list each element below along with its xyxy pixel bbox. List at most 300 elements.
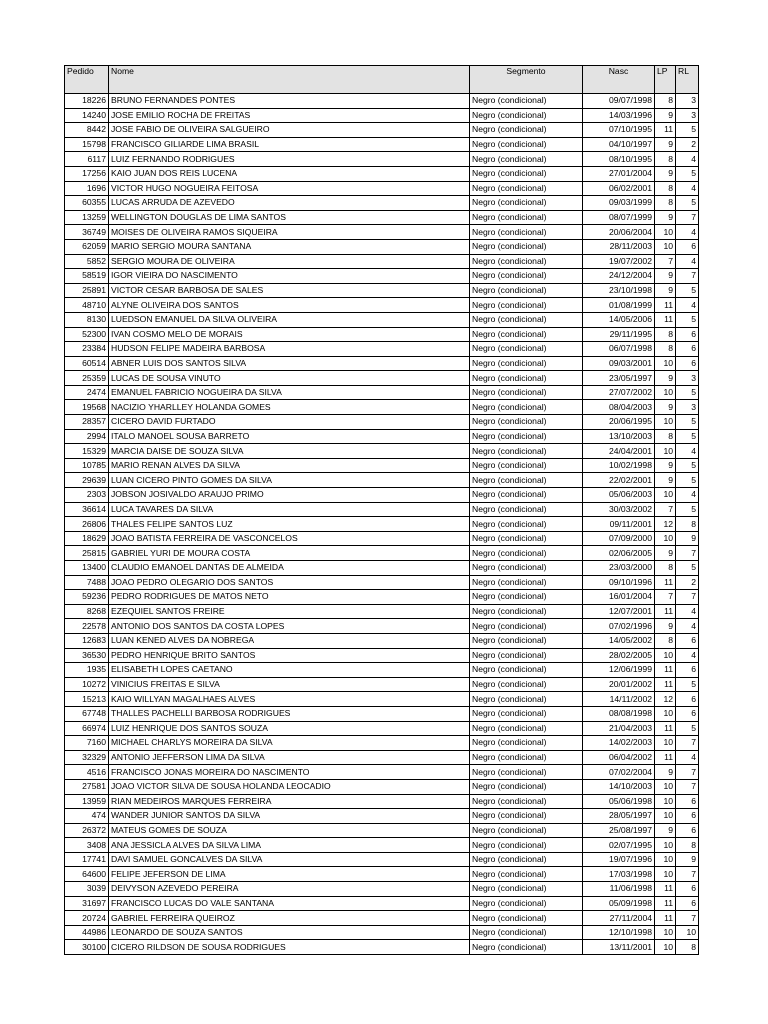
cell-segmento: Negro (condicional) bbox=[470, 779, 583, 794]
cell-pedido: 64600 bbox=[65, 867, 109, 882]
cell-rl: 4 bbox=[676, 488, 699, 503]
cell-rl: 4 bbox=[676, 619, 699, 634]
cell-rl: 4 bbox=[676, 444, 699, 459]
cell-rl: 2 bbox=[676, 137, 699, 152]
cell-nome: MATEUS GOMES DE SOUZA bbox=[109, 823, 470, 838]
cell-lp: 12 bbox=[655, 692, 676, 707]
cell-nasc: 06/07/1998 bbox=[583, 342, 655, 357]
cell-segmento: Negro (condicional) bbox=[470, 254, 583, 269]
table-row bbox=[65, 502, 699, 517]
cell-nasc: 16/01/2004 bbox=[583, 590, 655, 605]
table-row bbox=[65, 604, 699, 619]
cell-lp: 8 bbox=[655, 429, 676, 444]
cell-nome: JOBSON JOSIVALDO ARAUJO PRIMO bbox=[109, 488, 470, 503]
table-row bbox=[65, 940, 699, 955]
cell-pedido: 12683 bbox=[65, 633, 109, 648]
cell-segmento: Negro (condicional) bbox=[470, 750, 583, 765]
table-row bbox=[65, 356, 699, 371]
table-row bbox=[65, 488, 699, 503]
cell-nome: ANTONIO JEFFERSON LIMA DA SILVA bbox=[109, 750, 470, 765]
cell-pedido: 1696 bbox=[65, 181, 109, 196]
cell-rl: 6 bbox=[676, 794, 699, 809]
cell-nome: FRANCISCO GILIARDE LIMA BRASIL bbox=[109, 137, 470, 152]
cell-pedido: 8130 bbox=[65, 312, 109, 327]
cell-segmento: Negro (condicional) bbox=[470, 298, 583, 313]
table-row bbox=[65, 706, 699, 721]
cell-pedido: 27581 bbox=[65, 779, 109, 794]
cell-rl: 7 bbox=[676, 546, 699, 561]
cell-nasc: 09/11/2001 bbox=[583, 517, 655, 532]
cell-pedido: 3408 bbox=[65, 838, 109, 853]
cell-segmento: Negro (condicional) bbox=[470, 911, 583, 926]
table-row bbox=[65, 692, 699, 707]
cell-pedido: 48710 bbox=[65, 298, 109, 313]
cell-nasc: 23/03/2000 bbox=[583, 561, 655, 576]
cell-rl: 8 bbox=[676, 517, 699, 532]
table-row bbox=[65, 531, 699, 546]
cell-nasc: 22/02/2001 bbox=[583, 473, 655, 488]
cell-nome: FRANCISCO LUCAS DO VALE SANTANA bbox=[109, 896, 470, 911]
table-row bbox=[65, 896, 699, 911]
cell-nasc: 20/06/2004 bbox=[583, 225, 655, 240]
cell-lp: 10 bbox=[655, 838, 676, 853]
cell-rl: 7 bbox=[676, 779, 699, 794]
cell-nasc: 14/05/2006 bbox=[583, 312, 655, 327]
table-row bbox=[65, 327, 699, 342]
cell-pedido: 44986 bbox=[65, 925, 109, 940]
cell-pedido: 19568 bbox=[65, 400, 109, 415]
table-row bbox=[65, 809, 699, 824]
cell-nome: MOISES DE OLIVEIRA RAMOS SIQUEIRA bbox=[109, 225, 470, 240]
cell-lp: 8 bbox=[655, 342, 676, 357]
cell-lp: 11 bbox=[655, 312, 676, 327]
table-row bbox=[65, 152, 699, 167]
cell-pedido: 60355 bbox=[65, 196, 109, 211]
cell-segmento: Negro (condicional) bbox=[470, 838, 583, 853]
cell-pedido: 23384 bbox=[65, 342, 109, 357]
cell-lp: 8 bbox=[655, 633, 676, 648]
cell-lp: 8 bbox=[655, 196, 676, 211]
cell-nome: LEONARDO DE SOUZA SANTOS bbox=[109, 925, 470, 940]
table-row bbox=[65, 925, 699, 940]
cell-lp: 8 bbox=[655, 94, 676, 109]
cell-nome: VICTOR HUGO NOGUEIRA FEITOSA bbox=[109, 181, 470, 196]
cell-rl: 6 bbox=[676, 356, 699, 371]
cell-pedido: 59236 bbox=[65, 590, 109, 605]
table-row bbox=[65, 108, 699, 123]
cell-rl: 7 bbox=[676, 765, 699, 780]
cell-nome: ELISABETH LOPES CAETANO bbox=[109, 663, 470, 678]
cell-lp: 10 bbox=[655, 385, 676, 400]
cell-segmento: Negro (condicional) bbox=[470, 940, 583, 955]
cell-nasc: 07/02/2004 bbox=[583, 765, 655, 780]
cell-nome: JOSE FABIO DE OLIVEIRA SALGUEIRO bbox=[109, 123, 470, 138]
cell-rl: 7 bbox=[676, 911, 699, 926]
table-row bbox=[65, 882, 699, 897]
cell-pedido: 4516 bbox=[65, 765, 109, 780]
cell-rl: 5 bbox=[676, 561, 699, 576]
cell-nome: ANTONIO DOS SANTOS DA COSTA LOPES bbox=[109, 619, 470, 634]
table-row bbox=[65, 94, 699, 109]
cell-rl: 7 bbox=[676, 210, 699, 225]
cell-rl: 4 bbox=[676, 254, 699, 269]
cell-lp: 10 bbox=[655, 852, 676, 867]
cell-lp: 7 bbox=[655, 502, 676, 517]
cell-lp: 10 bbox=[655, 925, 676, 940]
cell-rl: 6 bbox=[676, 823, 699, 838]
cell-lp: 10 bbox=[655, 356, 676, 371]
cell-lp: 11 bbox=[655, 123, 676, 138]
cell-segmento: Negro (condicional) bbox=[470, 312, 583, 327]
cell-rl: 4 bbox=[676, 181, 699, 196]
cell-segmento: Negro (condicional) bbox=[470, 531, 583, 546]
cell-lp: 10 bbox=[655, 794, 676, 809]
cell-nasc: 21/04/2003 bbox=[583, 721, 655, 736]
cell-rl: 4 bbox=[676, 225, 699, 240]
cell-pedido: 3039 bbox=[65, 882, 109, 897]
cell-nasc: 27/01/2004 bbox=[583, 166, 655, 181]
cell-rl: 4 bbox=[676, 750, 699, 765]
cell-nasc: 09/03/2001 bbox=[583, 356, 655, 371]
cell-rl: 5 bbox=[676, 429, 699, 444]
cell-nome: NACIZIO YHARLLEY HOLANDA GOMES bbox=[109, 400, 470, 415]
cell-pedido: 7160 bbox=[65, 736, 109, 751]
cell-rl: 5 bbox=[676, 123, 699, 138]
cell-rl: 5 bbox=[676, 458, 699, 473]
cell-nasc: 05/06/2003 bbox=[583, 488, 655, 503]
cell-segmento: Negro (condicional) bbox=[470, 648, 583, 663]
cell-nome: LUIZ HENRIQUE DOS SANTOS SOUZA bbox=[109, 721, 470, 736]
cell-pedido: 36530 bbox=[65, 648, 109, 663]
cell-lp: 9 bbox=[655, 283, 676, 298]
cell-rl: 5 bbox=[676, 196, 699, 211]
cell-rl: 3 bbox=[676, 94, 699, 109]
cell-lp: 11 bbox=[655, 721, 676, 736]
cell-rl: 4 bbox=[676, 648, 699, 663]
cell-pedido: 17741 bbox=[65, 852, 109, 867]
cell-pedido: 36749 bbox=[65, 225, 109, 240]
cell-nasc: 19/07/1996 bbox=[583, 852, 655, 867]
table-row bbox=[65, 663, 699, 678]
cell-nome: JOAO BATISTA FERREIRA DE VASCONCELOS bbox=[109, 531, 470, 546]
cell-segmento: Negro (condicional) bbox=[470, 225, 583, 240]
cell-lp: 10 bbox=[655, 415, 676, 430]
cell-lp: 9 bbox=[655, 473, 676, 488]
cell-segmento: Negro (condicional) bbox=[470, 371, 583, 386]
cell-nome: LUCAS ARRUDA DE AZEVEDO bbox=[109, 196, 470, 211]
cell-lp: 9 bbox=[655, 823, 676, 838]
cell-rl: 6 bbox=[676, 692, 699, 707]
table-row bbox=[65, 458, 699, 473]
table-row bbox=[65, 750, 699, 765]
cell-rl: 5 bbox=[676, 677, 699, 692]
cell-nome: ALYNE OLIVEIRA DOS SANTOS bbox=[109, 298, 470, 313]
table-row bbox=[65, 254, 699, 269]
cell-nome: FELIPE JEFERSON DE LIMA bbox=[109, 867, 470, 882]
cell-segmento: Negro (condicional) bbox=[470, 546, 583, 561]
table-row bbox=[65, 196, 699, 211]
cell-pedido: 18629 bbox=[65, 531, 109, 546]
cell-pedido: 22578 bbox=[65, 619, 109, 634]
cell-segmento: Negro (condicional) bbox=[470, 765, 583, 780]
cell-nome: THALLES PACHELLI BARBOSA RODRIGUES bbox=[109, 706, 470, 721]
cell-nasc: 08/10/1995 bbox=[583, 152, 655, 167]
cell-segmento: Negro (condicional) bbox=[470, 473, 583, 488]
cell-nasc: 23/10/1998 bbox=[583, 283, 655, 298]
cell-segmento: Negro (condicional) bbox=[470, 283, 583, 298]
cell-nasc: 06/04/2002 bbox=[583, 750, 655, 765]
cell-rl: 7 bbox=[676, 867, 699, 882]
cell-nasc: 13/11/2001 bbox=[583, 940, 655, 955]
table-row bbox=[65, 181, 699, 196]
cell-lp: 11 bbox=[655, 896, 676, 911]
cell-nome: ABNER LUIS DOS SANTOS SILVA bbox=[109, 356, 470, 371]
cell-nasc: 02/06/2005 bbox=[583, 546, 655, 561]
cell-rl: 4 bbox=[676, 298, 699, 313]
table-row bbox=[65, 283, 699, 298]
table-row bbox=[65, 123, 699, 138]
cell-pedido: 13259 bbox=[65, 210, 109, 225]
cell-rl: 6 bbox=[676, 809, 699, 824]
cell-nome: LUAN KENED ALVES DA NOBREGA bbox=[109, 633, 470, 648]
cell-nome: HUDSON FELIPE MADEIRA BARBOSA bbox=[109, 342, 470, 357]
cell-lp: 10 bbox=[655, 444, 676, 459]
cell-nasc: 19/07/2002 bbox=[583, 254, 655, 269]
cell-nasc: 07/09/2000 bbox=[583, 531, 655, 546]
cell-segmento: Negro (condicional) bbox=[470, 385, 583, 400]
cell-lp: 9 bbox=[655, 137, 676, 152]
cell-segmento: Negro (condicional) bbox=[470, 809, 583, 824]
cell-nome: FRANCISCO JONAS MOREIRA DO NASCIMENTO bbox=[109, 765, 470, 780]
cell-nome: PEDRO HENRIQUE BRITO SANTOS bbox=[109, 648, 470, 663]
cell-nasc: 07/02/1996 bbox=[583, 619, 655, 634]
table-row bbox=[65, 385, 699, 400]
table-row bbox=[65, 225, 699, 240]
cell-pedido: 66974 bbox=[65, 721, 109, 736]
cell-rl: 3 bbox=[676, 108, 699, 123]
cell-nasc: 08/08/1998 bbox=[583, 706, 655, 721]
table-row bbox=[65, 371, 699, 386]
cell-pedido: 26806 bbox=[65, 517, 109, 532]
cell-lp: 9 bbox=[655, 458, 676, 473]
cell-nome: SERGIO MOURA DE OLIVEIRA bbox=[109, 254, 470, 269]
cell-pedido: 1935 bbox=[65, 663, 109, 678]
cell-lp: 10 bbox=[655, 940, 676, 955]
cell-lp: 7 bbox=[655, 254, 676, 269]
cell-lp: 9 bbox=[655, 108, 676, 123]
cell-nome: CICERO DAVID FURTADO bbox=[109, 415, 470, 430]
cell-nome: WANDER JUNIOR SANTOS DA SILVA bbox=[109, 809, 470, 824]
cell-segmento: Negro (condicional) bbox=[470, 488, 583, 503]
table-row bbox=[65, 473, 699, 488]
cell-segmento: Negro (condicional) bbox=[470, 196, 583, 211]
cell-nasc: 14/10/2003 bbox=[583, 779, 655, 794]
table-row bbox=[65, 867, 699, 882]
cell-rl: 5 bbox=[676, 385, 699, 400]
cell-lp: 10 bbox=[655, 809, 676, 824]
cell-pedido: 67748 bbox=[65, 706, 109, 721]
cell-nasc: 12/10/1998 bbox=[583, 925, 655, 940]
cell-segmento: Negro (condicional) bbox=[470, 721, 583, 736]
cell-pedido: 10785 bbox=[65, 458, 109, 473]
cell-lp: 9 bbox=[655, 400, 676, 415]
cell-pedido: 10272 bbox=[65, 677, 109, 692]
table-row bbox=[65, 633, 699, 648]
cell-segmento: Negro (condicional) bbox=[470, 561, 583, 576]
cell-nasc: 27/11/2004 bbox=[583, 911, 655, 926]
cell-pedido: 20724 bbox=[65, 911, 109, 926]
cell-nasc: 25/08/1997 bbox=[583, 823, 655, 838]
header-row bbox=[65, 66, 699, 94]
cell-nasc: 28/11/2003 bbox=[583, 239, 655, 254]
cell-nasc: 28/05/1997 bbox=[583, 809, 655, 824]
cell-segmento: Negro (condicional) bbox=[470, 590, 583, 605]
cell-segmento: Negro (condicional) bbox=[470, 269, 583, 284]
cell-rl: 5 bbox=[676, 312, 699, 327]
cell-pedido: 8268 bbox=[65, 604, 109, 619]
cell-nome: MARIO SERGIO MOURA SANTANA bbox=[109, 239, 470, 254]
cell-segmento: Negro (condicional) bbox=[470, 619, 583, 634]
table-row bbox=[65, 765, 699, 780]
cell-nasc: 20/06/1995 bbox=[583, 415, 655, 430]
cell-nasc: 30/03/2002 bbox=[583, 502, 655, 517]
cell-pedido: 2303 bbox=[65, 488, 109, 503]
cell-pedido: 18226 bbox=[65, 94, 109, 109]
cell-lp: 11 bbox=[655, 677, 676, 692]
cell-rl: 3 bbox=[676, 400, 699, 415]
cell-rl: 4 bbox=[676, 604, 699, 619]
cell-segmento: Negro (condicional) bbox=[470, 415, 583, 430]
table-row bbox=[65, 342, 699, 357]
cell-rl: 6 bbox=[676, 342, 699, 357]
cell-rl: 7 bbox=[676, 269, 699, 284]
cell-rl: 5 bbox=[676, 721, 699, 736]
cell-lp: 9 bbox=[655, 269, 676, 284]
cell-rl: 8 bbox=[676, 838, 699, 853]
cell-nome: VICTOR CESAR BARBOSA DE SALES bbox=[109, 283, 470, 298]
cell-pedido: 2994 bbox=[65, 429, 109, 444]
cell-lp: 7 bbox=[655, 590, 676, 605]
cell-nasc: 05/06/1998 bbox=[583, 794, 655, 809]
cell-pedido: 30100 bbox=[65, 940, 109, 955]
cell-nome: GABRIEL YURI DE MOURA COSTA bbox=[109, 546, 470, 561]
cell-pedido: 26372 bbox=[65, 823, 109, 838]
cell-segmento: Negro (condicional) bbox=[470, 677, 583, 692]
cell-rl: 8 bbox=[676, 940, 699, 955]
table-row bbox=[65, 619, 699, 634]
cell-nasc: 14/03/1996 bbox=[583, 108, 655, 123]
cell-nasc: 08/07/1999 bbox=[583, 210, 655, 225]
cell-lp: 8 bbox=[655, 327, 676, 342]
cell-pedido: 52300 bbox=[65, 327, 109, 342]
cell-nome: KAIO WILLYAN MAGALHAES ALVES bbox=[109, 692, 470, 707]
cell-nome: WELLINGTON DOUGLAS DE LIMA SANTOS bbox=[109, 210, 470, 225]
cell-pedido: 15329 bbox=[65, 444, 109, 459]
cell-pedido: 2474 bbox=[65, 385, 109, 400]
results-table bbox=[64, 65, 699, 955]
cell-pedido: 58519 bbox=[65, 269, 109, 284]
cell-nome: BRUNO FERNANDES PONTES bbox=[109, 94, 470, 109]
cell-nasc: 12/06/1999 bbox=[583, 663, 655, 678]
cell-nome: CICERO RILDSON DE SOUSA RODRIGUES bbox=[109, 940, 470, 955]
cell-segmento: Negro (condicional) bbox=[470, 210, 583, 225]
cell-pedido: 31697 bbox=[65, 896, 109, 911]
cell-pedido: 474 bbox=[65, 809, 109, 824]
cell-nome: KAIO JUAN DOS REIS LUCENA bbox=[109, 166, 470, 181]
cell-pedido: 7488 bbox=[65, 575, 109, 590]
cell-pedido: 36614 bbox=[65, 502, 109, 517]
cell-pedido: 25891 bbox=[65, 283, 109, 298]
cell-pedido: 32329 bbox=[65, 750, 109, 765]
header-rl: RL bbox=[676, 66, 699, 94]
cell-pedido: 17256 bbox=[65, 166, 109, 181]
cell-nasc: 01/08/1999 bbox=[583, 298, 655, 313]
cell-rl: 4 bbox=[676, 152, 699, 167]
cell-nome: LUEDSON EMANUEL DA SILVA OLIVEIRA bbox=[109, 312, 470, 327]
cell-rl: 7 bbox=[676, 736, 699, 751]
table-row bbox=[65, 561, 699, 576]
table-row bbox=[65, 444, 699, 459]
header-pedido: Pedido bbox=[65, 66, 109, 94]
cell-nome: THALES FELIPE SANTOS LUZ bbox=[109, 517, 470, 532]
table-row bbox=[65, 911, 699, 926]
cell-nome: MARCIA DAISE DE SOUZA SILVA bbox=[109, 444, 470, 459]
cell-rl: 3 bbox=[676, 371, 699, 386]
cell-rl: 10 bbox=[676, 925, 699, 940]
table-row bbox=[65, 166, 699, 181]
cell-nome: IVAN COSMO MELO DE MORAIS bbox=[109, 327, 470, 342]
cell-nome: EMANUEL FABRICIO NOGUEIRA DA SILVA bbox=[109, 385, 470, 400]
cell-pedido: 5852 bbox=[65, 254, 109, 269]
cell-segmento: Negro (condicional) bbox=[470, 502, 583, 517]
table-row bbox=[65, 648, 699, 663]
cell-lp: 9 bbox=[655, 765, 676, 780]
table-row bbox=[65, 298, 699, 313]
cell-rl: 9 bbox=[676, 531, 699, 546]
cell-rl: 6 bbox=[676, 896, 699, 911]
cell-segmento: Negro (condicional) bbox=[470, 152, 583, 167]
cell-nasc: 04/10/1997 bbox=[583, 137, 655, 152]
cell-nasc: 09/10/1996 bbox=[583, 575, 655, 590]
cell-lp: 10 bbox=[655, 239, 676, 254]
table-row bbox=[65, 677, 699, 692]
cell-pedido: 62059 bbox=[65, 239, 109, 254]
header-nasc: Nasc bbox=[583, 66, 655, 94]
table-row bbox=[65, 312, 699, 327]
table-row bbox=[65, 779, 699, 794]
header-segmento: Segmento bbox=[470, 66, 583, 94]
table-row bbox=[65, 400, 699, 415]
cell-nome: MARIO RENAN ALVES DA SILVA bbox=[109, 458, 470, 473]
cell-rl: 6 bbox=[676, 663, 699, 678]
table-row bbox=[65, 823, 699, 838]
cell-nasc: 29/11/1995 bbox=[583, 327, 655, 342]
cell-lp: 10 bbox=[655, 648, 676, 663]
cell-lp: 9 bbox=[655, 371, 676, 386]
cell-pedido: 13400 bbox=[65, 561, 109, 576]
cell-nasc: 14/05/2002 bbox=[583, 633, 655, 648]
header-nome: Nome bbox=[109, 66, 470, 94]
cell-segmento: Negro (condicional) bbox=[470, 794, 583, 809]
cell-nome: VINICIUS FREITAS E SILVA bbox=[109, 677, 470, 692]
cell-rl: 5 bbox=[676, 502, 699, 517]
cell-nasc: 28/02/2005 bbox=[583, 648, 655, 663]
table-row bbox=[65, 239, 699, 254]
cell-lp: 8 bbox=[655, 152, 676, 167]
cell-segmento: Negro (condicional) bbox=[470, 867, 583, 882]
cell-nasc: 09/07/1998 bbox=[583, 94, 655, 109]
table-row bbox=[65, 721, 699, 736]
